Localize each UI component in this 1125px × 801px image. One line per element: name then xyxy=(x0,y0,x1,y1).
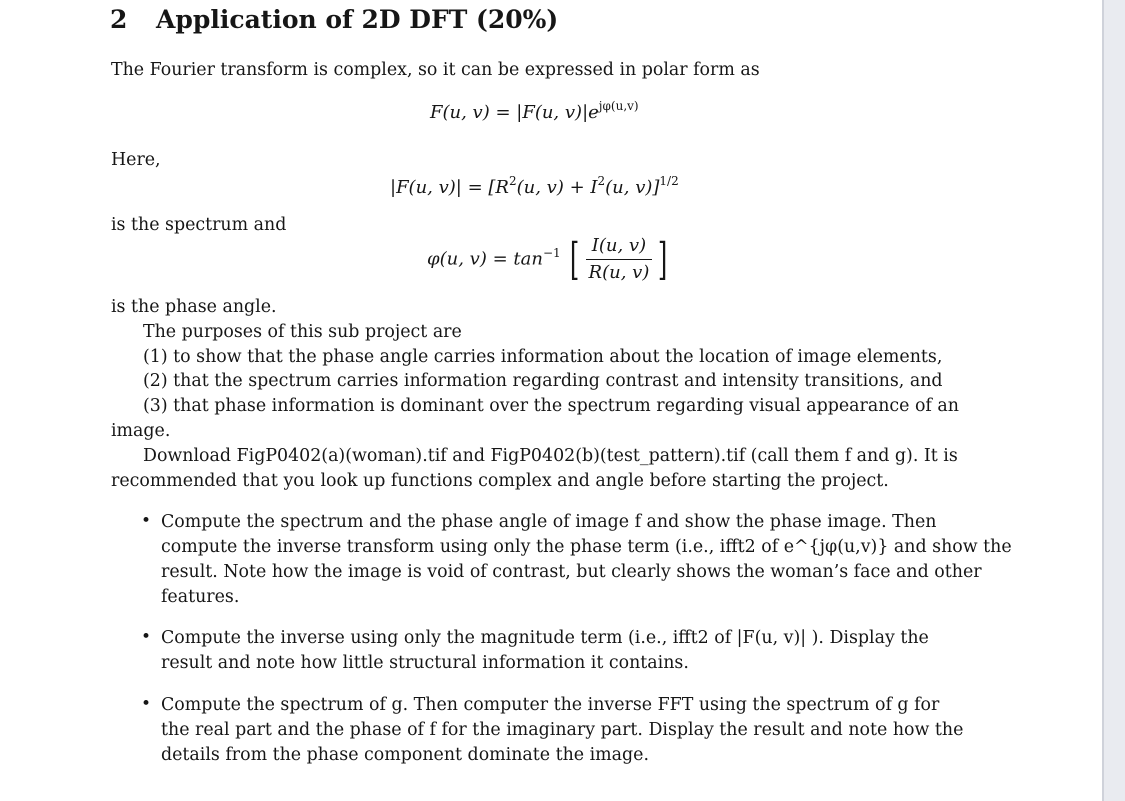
purposes-line-3: (2) that the spectrum carries information regarding contrast and intensity transitions, and xyxy=(143,371,943,391)
eq2-square-1: 2 xyxy=(508,174,517,188)
eq1-exponent: jφ(u,v) xyxy=(598,99,639,113)
bullet-icon: • xyxy=(141,694,152,714)
bullet-1-line-3: result. Note how the image is void of contrast, but clearly shows the woman’s face and other xyxy=(161,562,982,582)
eq2-mid: (u, v) + I xyxy=(516,177,598,198)
bullet-2-line-1: Compute the inverse using only the magnitude term (i.e., ifft2 of |F(u, v)| ). Display the xyxy=(161,628,929,648)
purposes-line-2: (1) to show that the phase angle carries information about the location of image elements, xyxy=(143,347,943,367)
eq2-lhs: |F(u, v)| = [R xyxy=(390,177,509,198)
section-number: 2 xyxy=(110,5,128,34)
bullet-icon: • xyxy=(141,627,152,647)
download-line-2: recommended that you look up functions complex and angle before starting the project. xyxy=(111,471,889,491)
bullet-1-line-2: compute the inverse transform using only the phase term (i.e., ifft2 of e^{jφ(u,v)} and show the xyxy=(161,537,1012,557)
bullet-icon: • xyxy=(141,511,152,531)
purposes-line-5: image. xyxy=(111,421,171,441)
download-line-1: Download FigP0402(a)(woman).tif and FigP0402(b)(test_pattern).tif (call them f and g). It is xyxy=(143,446,958,466)
bullet-3-line-1: Compute the spectrum of g. Then computer the inverse FFT using the spectrum of g for xyxy=(161,695,940,715)
eq2-square-2: 2 xyxy=(597,174,606,188)
intro-paragraph: The Fourier transform is complex, so it can be expressed in polar form as xyxy=(111,60,760,80)
fraction-denominator: R(u, v) xyxy=(588,262,650,283)
bullet-1-line-4: features. xyxy=(161,587,240,607)
equation-phase xyxy=(427,234,672,285)
equation-spectrum xyxy=(390,176,679,201)
bullet-3-line-2: the real part and the phase of f for the imaginary part. Display the result and note how the xyxy=(161,720,964,740)
phase-text: is the phase angle. xyxy=(111,297,277,317)
bullet-1-line-1: Compute the spectrum and the phase angle of image f and show the phase image. Then xyxy=(161,512,937,532)
purposes-line-4: (3) that phase information is dominant over the spectrum regarding visual appearance of an xyxy=(143,396,959,416)
bullet-3-line-3: details from the phase component dominate the image. xyxy=(161,745,649,765)
scrollbar[interactable] xyxy=(1102,0,1125,801)
eq3-exponent: −1 xyxy=(542,245,561,260)
eq3-lhs: φ(u, v) = tan xyxy=(427,248,543,270)
eq2-exponent: 1/2 xyxy=(659,174,679,188)
bullet-2-line-2: result and note how little structural information it contains. xyxy=(161,653,689,673)
spectrum-text: is the spectrum and xyxy=(111,215,287,235)
section-title: Application of 2D DFT (20%) xyxy=(156,5,559,34)
left-bracket: [ xyxy=(570,233,580,285)
phase-fraction xyxy=(586,234,653,285)
eq2-end: (u, v)] xyxy=(605,177,660,198)
fraction-numerator: I(u, v) xyxy=(586,234,653,260)
eq1-lhs: F(u, v) = |F(u, v)|e xyxy=(430,102,599,123)
purposes-line-1: The purposes of this sub project are xyxy=(143,322,462,342)
here-label: Here, xyxy=(111,150,161,170)
equation-polar-form xyxy=(430,101,639,126)
right-bracket: ] xyxy=(658,233,668,285)
section-heading xyxy=(110,5,558,34)
